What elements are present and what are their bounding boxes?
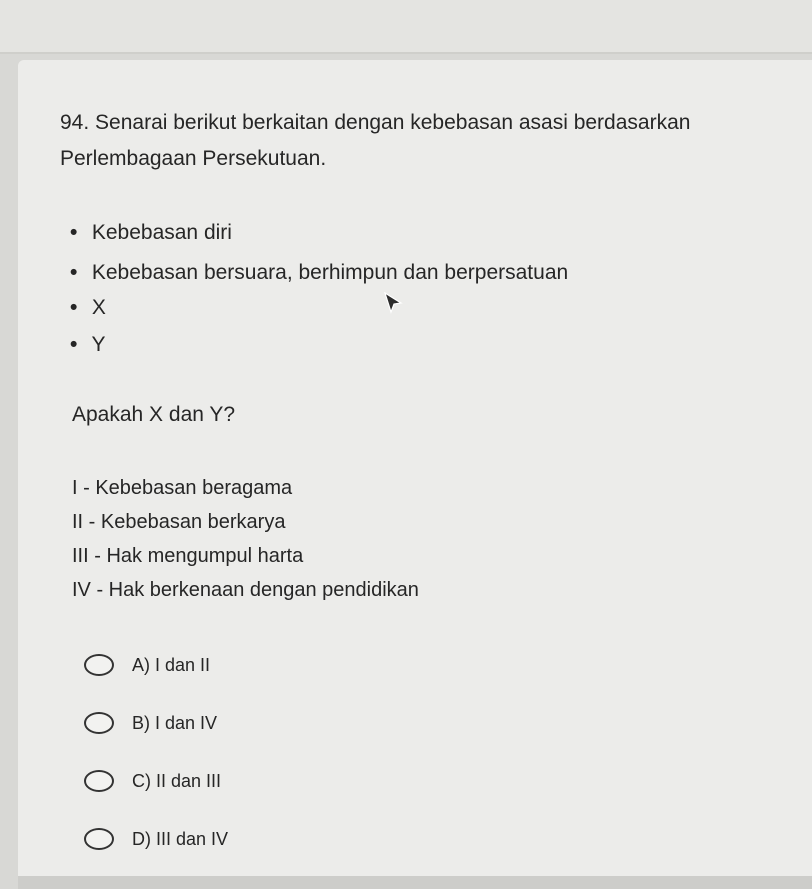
radio-circle-icon[interactable]: [84, 654, 114, 676]
mouse-pointer-icon: [383, 292, 403, 314]
radio-circle-icon[interactable]: [84, 828, 114, 850]
list-item: [70, 293, 106, 323]
bullet-icon: •: [70, 333, 78, 356]
statement-item: I - Kebebasan beragama: [72, 477, 293, 499]
statement-item: III - Hak mengumpul harta: [72, 545, 304, 567]
answer-option-label: B) I dan IV: [132, 712, 218, 733]
bullet-icon: •: [70, 261, 78, 284]
statement-item: IV - Hak berkenaan dengan pendidikan: [72, 579, 419, 601]
bullet-icon: •: [70, 221, 78, 244]
list-item: [70, 258, 568, 288]
answer-option-label: D) III dan IV: [132, 828, 229, 849]
bottom-strip: [18, 876, 812, 889]
list-item-text: Kebebasan diri: [91, 221, 232, 244]
question-line-2: Perlembagaan Persekutuan.: [60, 147, 327, 170]
answer-option-a[interactable]: [84, 648, 210, 682]
list-item-text: X: [91, 296, 106, 319]
list-item: [70, 330, 105, 360]
answer-option-label: A) I dan II: [132, 654, 211, 675]
list-item-text: Kebebasan bersuara, berhimpun dan berpersatuan: [91, 261, 569, 284]
answer-option-d[interactable]: [84, 822, 228, 856]
question-prompt: Apakah X dan Y?: [72, 403, 236, 426]
answer-option-c[interactable]: [84, 764, 221, 798]
radio-circle-icon[interactable]: [84, 712, 114, 734]
statement-item: II - Kebebasan berkarya: [72, 511, 286, 533]
answer-option-label: C) II dan III: [132, 770, 222, 791]
radio-circle-icon[interactable]: [84, 770, 114, 792]
bullet-icon: •: [70, 296, 78, 319]
list-item-text: Y: [91, 333, 106, 356]
top-strip: [0, 0, 812, 54]
list-item: [70, 218, 232, 248]
answer-option-b[interactable]: [84, 706, 217, 740]
question-line-1: 94. Senarai berikut berkaitan dengan kebebasan asasi berdasarkan: [60, 111, 691, 134]
